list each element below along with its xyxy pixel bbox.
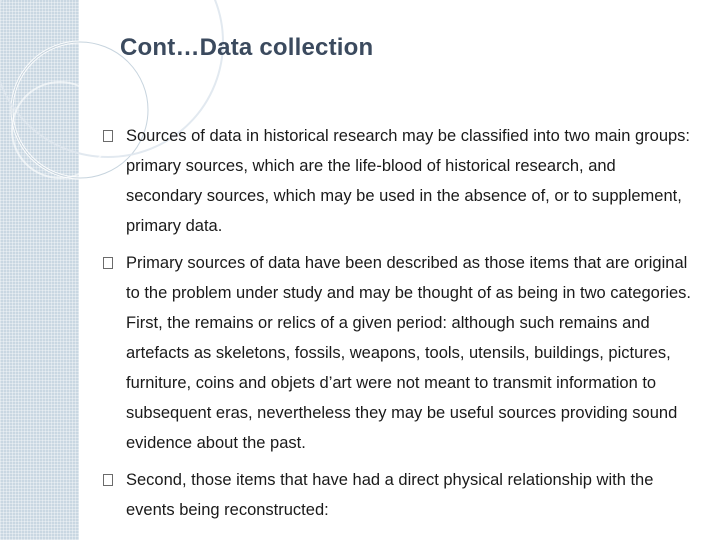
bullet-text: Sources of data in historical research may be classified into two main groups: primary sources, which are the life-blood of historical research, and secondary sources, which may be used in the absence of, or to supplement, primary data. <box>126 127 691 235</box>
bullet-text: Second, those items that have had a direct physical relationship with the events being reconstructed: <box>126 471 654 519</box>
slide-title: Cont…Data collection <box>120 34 374 61</box>
bullet-box-icon <box>103 474 113 486</box>
bullet-box-icon <box>103 130 113 142</box>
bullet-box-icon <box>103 257 113 269</box>
bullet-text: Primary sources of data have been described as those items that are original to the problem under study and may be thought of as being in two categories. First, the remains or relics of a given period: although such remains and artefacts as skeletons, fossils, weapons, tools, utensils, buildings, pictures, furniture, coins and objets d’art were not meant to transmit information to subsequent eras, nevertheless they may be useful sources providing sound evidence about the past. <box>126 254 692 452</box>
